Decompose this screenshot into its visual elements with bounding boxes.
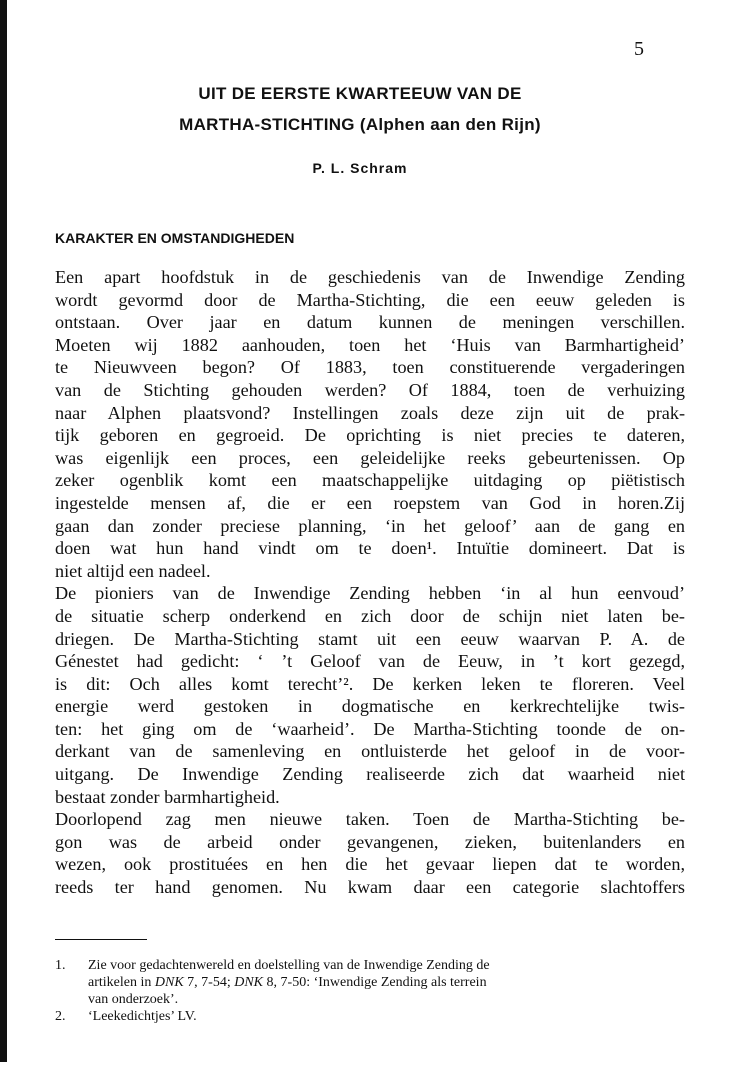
body-line: bestaat zonder barmhartigheid. bbox=[55, 786, 280, 807]
body-line: van de Stichting gehouden werden? Of 1884, toen de verhuizing bbox=[55, 379, 685, 400]
body-line: niet altijd een nadeel. bbox=[55, 560, 211, 581]
body-line: ingestelde mensen af, die er een roepstem van God in horen.Zij bbox=[55, 492, 685, 513]
body-line: Génestet had gedicht: ‘ ’t Geloof van de Eeuw, in ’t kort gezegd, bbox=[55, 651, 685, 672]
body-line: Een apart hoofdstuk in de geschiedenis van de Inwendige Zending bbox=[55, 267, 685, 287]
body-line: De pioniers van de Inwendige Zending hebben ‘in al hun eenvoud’ bbox=[55, 583, 685, 604]
body-line: was eigenlijk een proces, een geleidelijke reeks gebeurtenissen. Op bbox=[55, 447, 685, 468]
body-line: gon was de arbeid onder gevangenen, zieken, buitenlanders en bbox=[55, 831, 685, 852]
body-line: uitgang. De Inwendige Zending realiseerde zich dat waarheid niet bbox=[55, 764, 685, 785]
scan-edge-bar bbox=[0, 0, 7, 1062]
body-line: doen wat hun hand vindt om te doen¹. Intuïtie domineert. Dat is bbox=[55, 538, 685, 559]
title-line-1: UIT DE EERSTE KWARTEEUW VAN DE bbox=[198, 84, 522, 103]
footnote-text: van onderzoek’. bbox=[88, 992, 179, 1007]
footnote-number: 1. bbox=[55, 958, 66, 973]
page-number: 5 bbox=[634, 38, 644, 60]
body-line: derkant van de samenleving en ontluisterde het geloof in de voor- bbox=[55, 741, 685, 762]
body-line: ontstaan. Over jaar en datum kunnen de meningen verschillen. bbox=[55, 312, 685, 333]
author: P. L. Schram bbox=[312, 160, 408, 176]
body-line: tijk geboren en gegroeid. De oprichting is niet precies te dateren, bbox=[55, 425, 685, 446]
footnote-text: DNK bbox=[154, 975, 184, 990]
footnotes bbox=[55, 957, 655, 1025]
body-line: zeker ogenblik komt een maatschappelijke uitdaging op piëtistisch bbox=[55, 470, 685, 491]
body-line: te Nieuwveen begon? Of 1883, toen constituerende vergaderingen bbox=[55, 357, 685, 378]
section-heading: KARAKTER EN OMSTANDIGHEDEN bbox=[55, 230, 295, 246]
footnote bbox=[55, 957, 655, 1008]
body-line: ten: het ging om de ‘waarheid’. De Martha-Stichting toonde de on- bbox=[55, 718, 685, 739]
footnote-line bbox=[88, 957, 490, 974]
footnote-line bbox=[88, 974, 490, 991]
title-line-2: MARTHA-STICHTING (Alphen aan den Rijn) bbox=[179, 115, 541, 134]
body-line: driegen. De Martha-Stichting stamt uit een eeuw waarvan P. A. de bbox=[55, 628, 685, 649]
footnote-rule bbox=[55, 939, 147, 940]
body-line: reeds ter hand genomen. Nu kwam daar een categorie slachtoffers bbox=[55, 877, 685, 898]
footnote-text: 7, 7-54; bbox=[183, 975, 235, 990]
footnote-line bbox=[88, 1008, 197, 1025]
body-line: energie werd gestoken in dogmatische en kerkrechtelijke twis- bbox=[55, 696, 685, 717]
body-text bbox=[55, 266, 685, 899]
body-line: wezen, ook prostituées en hen die het gevaar liepen dat te worden, bbox=[55, 854, 685, 875]
body-line: wordt gevormd door de Martha-Stichting, die een eeuw geleden is bbox=[55, 289, 685, 310]
footnote-text: artikelen in bbox=[88, 975, 155, 990]
body-line: Moeten wij 1882 aanhouden, toen het ‘Huis van Barmhartigheid’ bbox=[55, 334, 685, 355]
body-line: gaan dan zonder preciese planning, ‘in het geloof’ aan de gang en bbox=[55, 515, 685, 536]
footnote-text: 8, 7-50: ‘Inwendige Zending als terrein bbox=[263, 975, 487, 990]
footnote-text: Zie voor gedachtenwereld en doelstelling van de Inwendige Zending de bbox=[88, 958, 490, 973]
footnote-line bbox=[88, 991, 490, 1008]
footnote-text: DNK bbox=[234, 975, 264, 990]
body-line: is dit: Och alles komt terecht’². De kerken leken te floreren. Veel bbox=[55, 673, 685, 694]
footnote-number: 2. bbox=[55, 1009, 66, 1024]
body-line: Doorlopend zag men nieuwe taken. Toen de Martha-Stichting be- bbox=[55, 809, 685, 830]
body-line: de situatie scherp onderkend en zich door de schijn niet laten be- bbox=[55, 605, 685, 626]
body-line: naar Alphen plaatsvond? Instellingen zoals deze zijn uit de prak- bbox=[55, 402, 685, 423]
footnote-text: ‘Leekedichtjes’ LV. bbox=[88, 1009, 197, 1024]
footnote bbox=[55, 1008, 655, 1025]
